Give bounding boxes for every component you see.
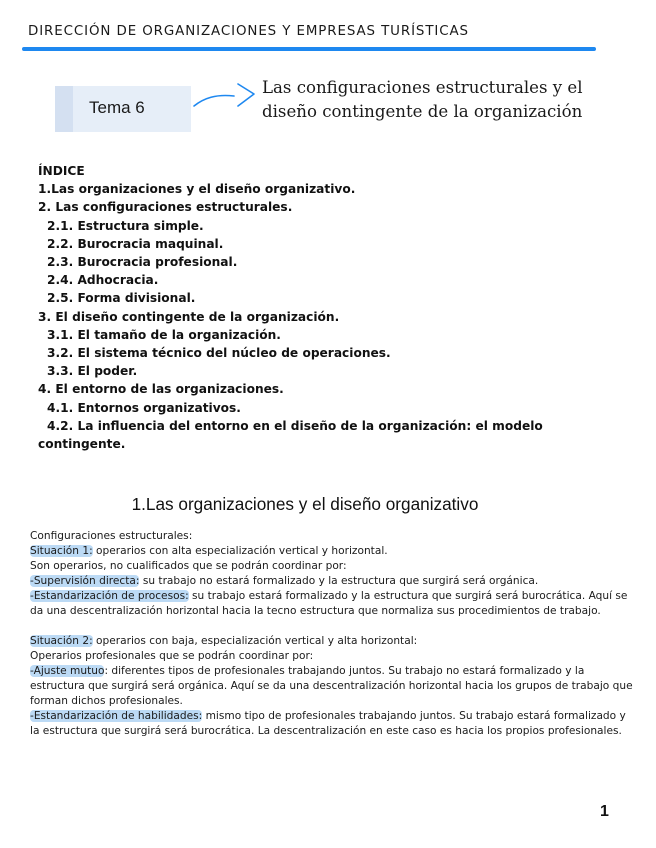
index-item: 3.1. El tamaño de la organización.	[47, 327, 281, 342]
tema-badge-bar	[55, 86, 73, 132]
tema-title-line-1: Las configuraciones estructurales y el	[262, 78, 583, 97]
index-item: 3. El diseño contingente de la organización.	[38, 309, 340, 324]
index-item: 3.3. El poder.	[47, 364, 138, 379]
situation-2-option-a	[30, 664, 638, 709]
index-item: 4.1. Entornos organizativos.	[47, 400, 241, 415]
index-item: 2.5. Forma divisional.	[47, 291, 196, 306]
arrow-icon	[190, 80, 260, 116]
header-divider	[22, 47, 596, 51]
option-label: -Supervisión directa:	[30, 575, 140, 587]
table-of-contents	[38, 162, 598, 453]
document-header-title: DIRECCIÓN DE ORGANIZACIONES Y EMPRESAS TURÍSTICAS	[28, 24, 469, 39]
option-label: -Estandarización de habilidades:	[30, 710, 203, 722]
index-item: 2.4. Adhocracia.	[47, 273, 159, 288]
situation-2-label: Situación 2:	[30, 635, 93, 647]
situation-2	[30, 634, 638, 649]
index-item: 2. Las configuraciones estructurales.	[38, 200, 293, 215]
option-text: mismo tipo de profesionales trabajando juntos. Su trabajo estará formalizado y la estructura que surgirá será burocrática. La descentralización en este caso es hacia los propios profesionales.	[30, 710, 626, 737]
index-item: 1.Las organizaciones y el diseño organizativo.	[38, 182, 356, 197]
situation-1-label: Situación 1:	[30, 545, 93, 557]
option-text: su trabajo estará formalizado y la estructura que surgirá será burocrática. Aquí se da una descentralización horizontal hacia la tecno estructura que normaliza sus procedimientos de trabajo.	[30, 590, 628, 617]
situation-2-text: operarios con baja, especialización vertical y alta horizontal:	[92, 635, 418, 647]
option-text: su trabajo no estará formalizado y la estructura que surgirá será orgánica.	[139, 575, 539, 587]
index-item: 4.2. La influencia del entorno en el diseño de la organización: el modelo contingente.	[38, 418, 543, 452]
situation-1-option-b	[30, 589, 638, 619]
option-text: : diferentes tipos de profesionales trabajando juntos. Su trabajo no estará formalizado y la estructura que surgirá será orgánica. Aquí se da una descentralización horizontal hacia los grupos de trabajo que forman dichos profesionales.	[30, 665, 633, 707]
situation-1-text: operarios con alta especialización vertical y horizontal.	[92, 545, 388, 557]
index-item: 2.3. Burocracia profesional.	[47, 255, 238, 270]
tema-label: Tema 6	[89, 98, 145, 117]
index-item: 2.2. Burocracia maquinal.	[47, 236, 224, 251]
situation-2-coordination: Operarios profesionales que se podrán coordinar por:	[30, 650, 314, 662]
tema-title	[262, 76, 642, 124]
option-label: -Ajuste mutuo	[30, 665, 105, 677]
tema-badge	[55, 86, 191, 132]
index-item: 3.2. El sistema técnico del núcleo de operaciones.	[47, 346, 391, 361]
option-label: -Estandarización de procesos:	[30, 590, 189, 602]
section-body	[30, 529, 638, 739]
section-title: 1.Las organizaciones y el diseño organizativo	[131, 494, 479, 514]
situation-1	[30, 544, 638, 559]
situation-1-coordination: Son operarios, no cualificados que se podrán coordinar por:	[30, 560, 347, 572]
page-number: 1	[600, 803, 609, 820]
situation-1-option-a	[30, 574, 638, 589]
intro-text: Configuraciones estructurales:	[30, 530, 193, 542]
situation-2-option-b	[30, 709, 638, 739]
tema-title-line-2: diseño contingente de la organización	[262, 102, 583, 121]
index-heading: ÍNDICE	[38, 164, 85, 178]
index-item: 2.1. Estructura simple.	[47, 218, 204, 233]
index-item: 4. El entorno de las organizaciones.	[38, 382, 284, 397]
